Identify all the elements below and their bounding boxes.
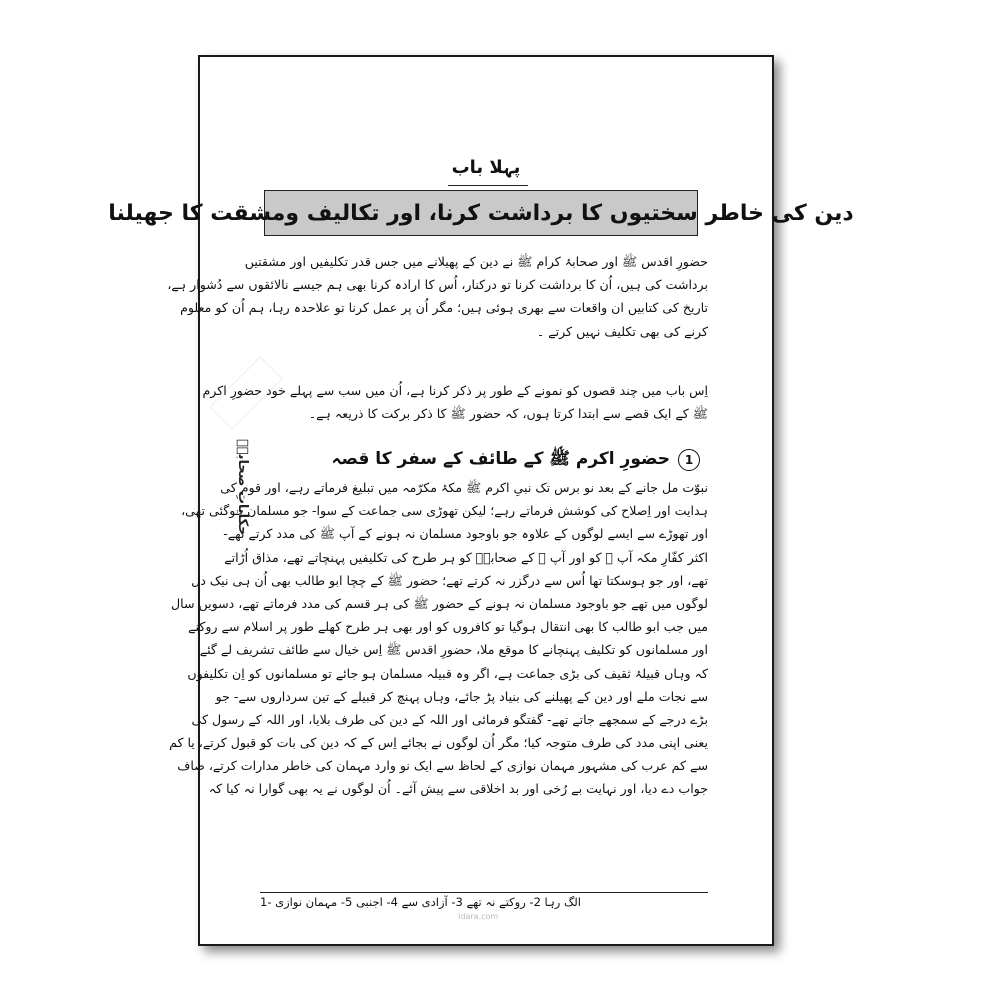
text-line: سے کم عرب کی مشہور مہمان نوازی کے لحاظ سے ایک نو وارد مہمان کی خاطر مدارات کرتے، صاف bbox=[177, 758, 708, 774]
story-number: 1 bbox=[678, 449, 700, 471]
chapter-underline bbox=[448, 185, 528, 186]
text-line: حضورِ اقدس ﷺ اور صحابۂ کرام ﷺ نے دین کے پھیلانے میں جس قدر تکلیفیں اور مشقتیں bbox=[244, 254, 708, 269]
text-line: اور تھوڑے سے ایسے لوگوں کے علاوہ جو باوجود مسلمان نہ ہونے کے آپ ﷺ کی مدد کرتے تھے- bbox=[223, 526, 708, 542]
text-line: ﷺ کے ایک قصے سے ابتدا کرتا ہوں، کہ حضور ﷺ کا ذکر برکت کا ذریعہ ہے۔ bbox=[308, 406, 708, 422]
text-line: یعنی اپنی مدد کی طرف متوجہ کیا؛ مگر اُن لوگوں نے بجائے اِس کے کہ دین کی بات کو قبول کرتے، یا کم bbox=[169, 735, 708, 751]
text-line: سے نجات ملے اور دین کے پھیلنے کی بنیاد پڑ جائے، وہاں پہنچ کر قبیلے کے تین سرداروں سے- جو bbox=[215, 688, 708, 704]
text-line: جواب دے دیا، اور نہایت بے رُخی اور بد اخلاقی سے پیش آئے۔ اُن لوگوں نے یہ بھی گوارا نہ کیا کہ bbox=[208, 781, 708, 797]
text-line: تھے، اور جو ہوسکتا تھا اُس سے درگزر نہ کرتے تھے؛ حضور ﷺ کے چچا ابو طالب بھی اُن ہی نیک دل bbox=[191, 572, 708, 588]
story-heading bbox=[331, 445, 700, 475]
intro-paragraph-2 bbox=[202, 379, 708, 425]
text-line: ہدایت اور اِصلاح کی کوشش فرماتے رہے؛ لیکن تھوڑی سی جماعت کے سوا- جو مسلمان ہوگئی تھی، bbox=[181, 503, 708, 519]
text-line: کرنے کی بھی تکلیف نہیں کرتے ۔ bbox=[536, 323, 708, 339]
text-line: نبوّت مل جانے کے بعد نو برس تک نبیِ اکرم ﷺ مکۂ مکرّمہ میں تبلیغ فرماتے رہے، اور قوم کی bbox=[220, 480, 708, 495]
text-line: اِس باب میں چند قصوں کو نمونے کے طور پر ذکر کرنا ہے، اُن میں سب سے پہلے خود حضورِ اکرم bbox=[202, 383, 708, 398]
text-line: میں جب ابو طالب کا بھی انتقال ہوگیا تو کافروں کو اور بھی ہر طرح کھلے طور پر اسلام سے روکنے bbox=[188, 619, 708, 635]
chapter-label: پہلا باب bbox=[451, 157, 521, 178]
footnote-divider bbox=[260, 892, 708, 893]
text-line: تاریخ کی کتابیں ان واقعات سے بھری ہوئی ہیں؛ مگر اُن پر عمل کرنا تو علاحدہ رہا، ہم اُن کو معلوم bbox=[180, 300, 708, 316]
intro-paragraph bbox=[167, 250, 708, 343]
footnotes: 1- الگ رہا 2- روکتے نہ تھے 3- آزادی سے 4- اجنبی 5- مہمان نوازی bbox=[260, 895, 582, 909]
text-line: برداشت کی ہیں، اُن کا برداشت کرنا تو درکنار، اُس کا ارادہ کرنا بھی ہم جیسے نالائقوں سے دُشوار ہے، bbox=[167, 277, 708, 293]
watermark-text: Idara.com bbox=[458, 912, 499, 921]
side-tab-label: حکایاتِ صحابہؓ bbox=[235, 438, 250, 535]
book-page bbox=[108, 55, 854, 946]
text-line: کہ وہاں قبیلۂ ثقیف کی بڑی جماعت ہے، اگر وہ قبیلہ مسلمان ہو جائے تو مسلمانوں کو اِن تکلیفوں bbox=[187, 665, 708, 681]
story-heading-text: حضورِ اکرم ﷺ کے طائف کے سفر کا قصہ bbox=[331, 448, 670, 469]
text-line: بڑے درجے کے سمجھے جاتے تھے- گفتگو فرمائی اور اللہ کے دین کی طرف بلایا، اور اللہ کے رسول کی bbox=[191, 711, 708, 727]
chapter-title: دین کی خاطر سختیوں کا برداشت کرنا، اور تکالیف ومشقت کا جھیلنا bbox=[264, 190, 698, 236]
text-line: اور مسلمانوں کو تکلیف پہنچانے کا موقع ملا، حضورِ اقدس ﷺ اِس خیال سے طائف تشریف لے گئے bbox=[199, 642, 708, 658]
text-line: لوگوں میں تھے جو باوجود مسلمان نہ ہونے کے حضور ﷺ کی ہر قسم کی مدد فرماتے تھے، دسویں سال bbox=[170, 595, 708, 611]
text-line: اکثر کفّارِ مکہ آپ ﷺ کو اور آپ ﷺ کے صحابہؓ کو ہر طرح کی تکلیفیں پہنچاتے تھے، مذاق اُڑاتے bbox=[224, 549, 708, 565]
